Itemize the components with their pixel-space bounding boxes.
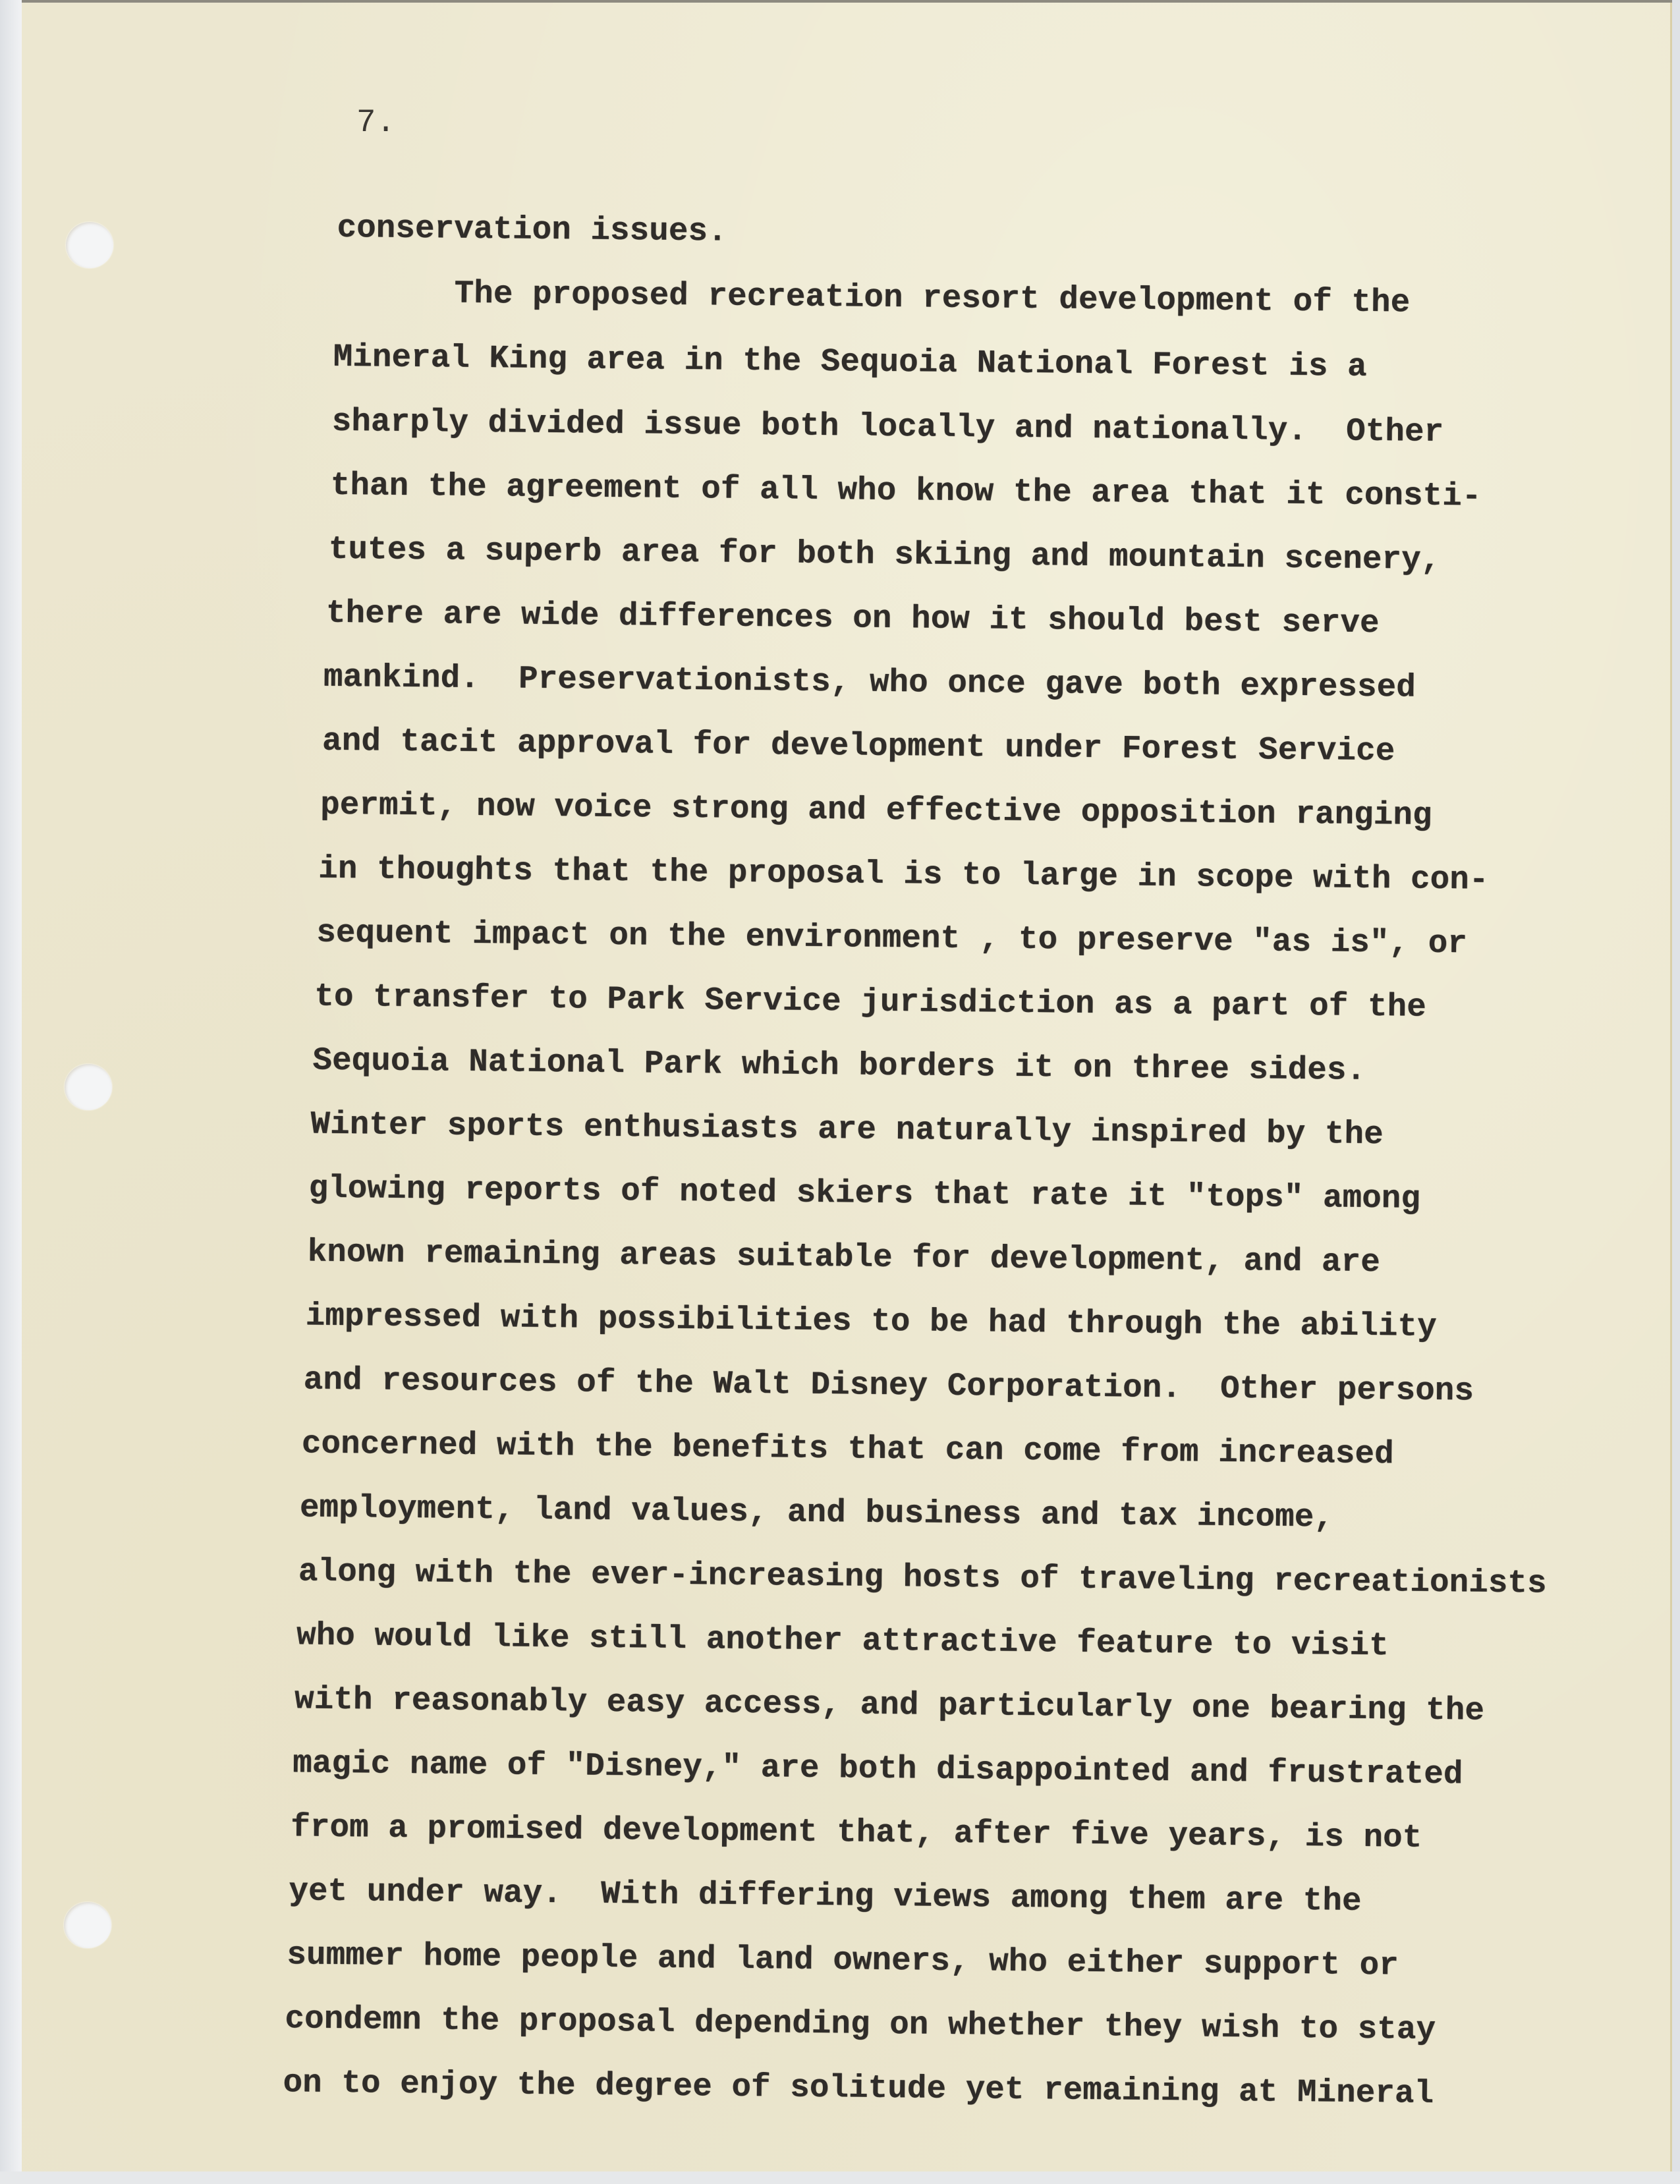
typewritten-page: [22, 0, 1672, 2171]
text-line: on to enjoy the degree of solitude yet remaining at Mineral: [283, 2064, 1434, 2112]
text-line: along with the ever-increasing hosts of traveling recreationists: [298, 1553, 1547, 1602]
text-line: tutes a superb area for both skiing and mountain scenery,: [328, 530, 1441, 578]
text-line: from a promised development that, after five years, is not: [291, 1808, 1422, 1857]
text-line: The proposed recreation resort development of the: [356, 274, 1411, 322]
text-line: impressed with possibilities to be had through the ability: [305, 1297, 1438, 1345]
text-line: glowing reports of noted skiers that rate it "tops" among: [308, 1169, 1421, 1218]
text-line: Winter sports enthusiasts are naturally inspired by the: [310, 1106, 1384, 1154]
text-line: sharply divided issue both locally and nationally. Other: [331, 403, 1444, 451]
text-line: Sequoia National Park which borders it on three sides.: [312, 1042, 1366, 1089]
text-line: permit, now voice strong and effective opposition ranging: [320, 786, 1432, 834]
text-line: and tacit approval for development under Forest Service: [322, 722, 1395, 770]
body-text: [3, 0, 1673, 2184]
text-line: Mineral King area in the Sequoia National Forest is a: [333, 338, 1367, 385]
text-line: who would like still another attractive feature to visit: [296, 1617, 1389, 1665]
text-line: to transfer to Park Service jurisdiction as a part of the: [314, 978, 1427, 1026]
text-line: mankind. Preservationists, who once gave both expressed: [323, 658, 1416, 706]
text-line: conservation issues.: [337, 209, 727, 250]
text-line: sequent impact on the environment , to preserve "as is", or: [316, 914, 1468, 963]
text-line: known remaining areas suitable for development, and are: [307, 1233, 1381, 1281]
text-line: and resources of the Walt Disney Corporation. Other persons: [303, 1361, 1474, 1410]
text-line: condemn the proposal depending on whether they wish to stay: [285, 2000, 1436, 2048]
text-line: magic name of "Disney," are both disappointed and frustrated: [292, 1745, 1463, 1793]
text-line: summer home people and land owners, who either support or: [287, 1936, 1399, 1984]
text-line: there are wide differences on how it should best serve: [325, 594, 1380, 642]
text-line: in thoughts that the proposal is to large in scope with con-: [318, 850, 1489, 899]
scan-margin-right: [1672, 0, 1680, 2171]
text-line: with reasonably easy access, and particularly one bearing the: [294, 1681, 1485, 1729]
text-line: employment, land values, and business and tax income,: [299, 1489, 1334, 1536]
page-number: 7.: [356, 104, 396, 141]
text-line: than the agreement of all who know the area that it consti-: [330, 466, 1482, 515]
text-line: yet under way. With differing views among them are the: [289, 1872, 1362, 1920]
text-line: concerned with the benefits that can come from increased: [301, 1425, 1394, 1473]
